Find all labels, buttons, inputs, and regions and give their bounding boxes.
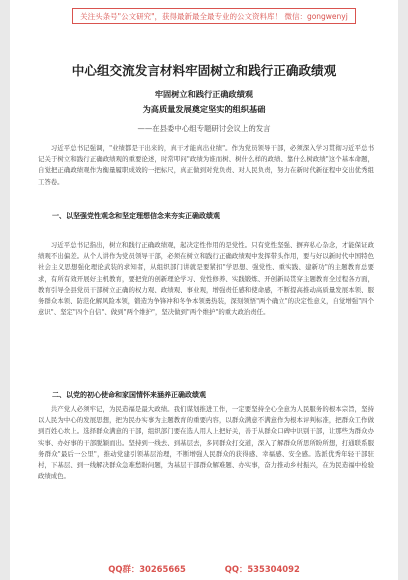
footer-contact bbox=[10, 562, 398, 576]
subtitle-secondary: 为高质量发展奠定坚实的组织基础 bbox=[142, 104, 266, 114]
paragraph-intro: 习近平总书记强调，"业绩都是干出来的，真干才能真出业绩"。作为党员领导干部，必须深入学习贯彻习近平总书记关于树立和践行正确政绩观的重要论述，时常叩问"政绩为谁而树、树什么样的政绩、靠什么树政绩"这个基本命题，自觉把正确政绩观作为衡量履职成效的一把标尺，真正做到对党负责、对人民负责，努力在新时代新征程中交出优秀组工答卷。 bbox=[38, 144, 374, 186]
document-page bbox=[10, 0, 398, 580]
paragraph-section-2: 共产党人必须牢记，为民造福是最大政绩。我们谋划推进工作，一定要坚持全心全意为人民服务的根本宗旨，坚持以人民为中心的发展思想，把为民办实事为主题教育的重要内容，以群众满意不满意作为根本评判标准，把群众工作做到百姓心坎上。选择群众满意的干部，组织部门要在选人用人上把好关，善于从群众口碑中识别干部，让那些为群众办实事、办好事的干部脱颖而出。坚持到一线去、到基层去，多同群众打交道，深入了解群众所思所盼所想，打通联系服务群众"最后一公里"，推动党建引领基层治理，不断增强人民群众的获得感、幸福感、安全感。选派优秀年轻干部驻村，下基层、到一线解决群众急难愁盼问题，为基层干部群众解难题、办实事，奋力推动乡村振兴，在为民造福中检验政绩成色。 bbox=[38, 405, 374, 481]
subtitle-primary: 牢固树立和践行正确政绩观 bbox=[154, 89, 254, 99]
promo-banner[interactable]: 关注头条号"公文研究"，获得最新最全最专业的公文资料库！ 微信：gongwenyj bbox=[72, 8, 356, 24]
page-title: 中心组交流发言材料牢固树立和践行正确政绩观 bbox=[71, 63, 337, 78]
section-heading-1: 一、以坚强党性观念和坚定理想信念来夯实正确政绩观 bbox=[52, 212, 220, 220]
section-heading-2: 二、以党的初心使命和家国情怀来涵养正确政绩观 bbox=[52, 391, 206, 399]
footer-qq-group: QQ群：30265665 bbox=[108, 564, 186, 574]
footer-qq-number: QQ：535304092 bbox=[224, 564, 300, 574]
byline: ——在县委中心组专题研讨会议上的发言 bbox=[137, 124, 271, 133]
paragraph-section-1: 习近平总书记指出，树立和践行正确政绩观，起决定性作用的是党性。只有党性坚强、摒弃私心杂念，才能保证政绩观不出偏差。从个人讲作为党员领导干部，必须在树立和践行正确政绩观中发挥带头作用，要与好以新时代中国特色社会主义思想强化理论武装的求知者，从组织部门讲就是要紧扣"学思想、强党性、重实践、建新功"的主题教育总要求，有所有效开展好主机教育，要把党的创新理论学习、党性修养、实践锻炼、开创新局贯穿主题教育全过程各方面，教育引导全县党员干部树立正确的权力观、政绩观、事业观，增强责任感和使命感，不断提高推动高质量发展本领、服务群众本领、防范化解风险本领，锻造为争锋冲和冬争本领勇热装，深刻领悟"两个确立"的决定性意义，自觉增强"四个意识"、坚定"四个自信"、做到"两个维护"，坚决做到"两个维护"的重大政治责任。 bbox=[38, 241, 374, 317]
